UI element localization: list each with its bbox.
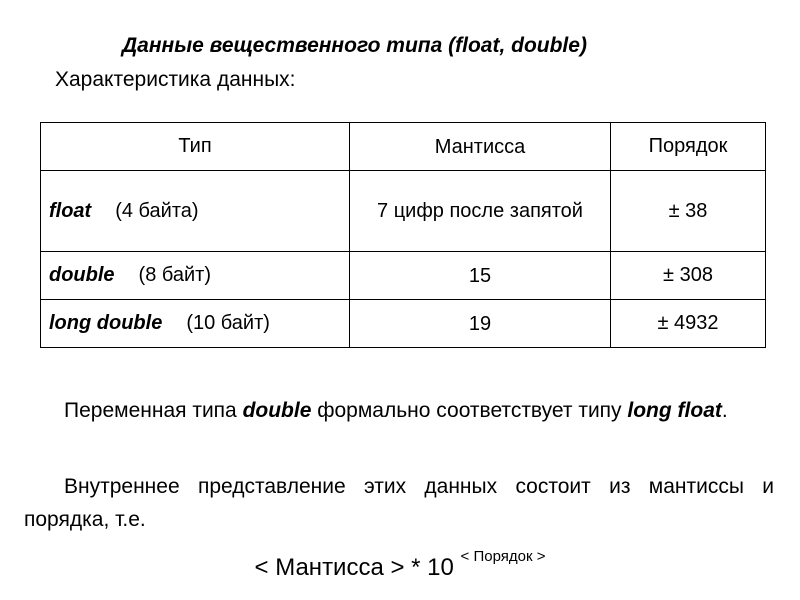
header-order: Порядок xyxy=(611,123,766,171)
type-cell xyxy=(41,252,350,300)
formula-main: < Мантисса > * 10 xyxy=(254,554,461,581)
paragraph-double-equivalence xyxy=(24,394,774,427)
table-header-row xyxy=(41,123,766,171)
type-size: (10 байт) xyxy=(186,312,270,334)
formula-exponent: < Порядок > xyxy=(460,548,546,565)
p2-text: Внутреннее представление этих данных состоит из мантиссы и порядка, т.е. xyxy=(24,475,774,531)
p1-text-a: Переменная типа xyxy=(64,399,243,422)
type-size: (8 байт) xyxy=(138,264,211,286)
p1-text-c: . xyxy=(721,399,728,422)
type-cell xyxy=(41,171,350,252)
table-row xyxy=(41,300,766,348)
header-mantissa: Мантисса xyxy=(350,123,611,171)
header-type: Тип xyxy=(41,123,350,171)
formula xyxy=(0,548,800,582)
slide-subtitle: Характеристика данных: xyxy=(55,68,296,91)
type-cell xyxy=(41,300,350,348)
p1-text-b: формально соответствует типу xyxy=(311,399,628,422)
type-keyword: double xyxy=(49,264,115,286)
table-row xyxy=(41,252,766,300)
p1-keyword-long-float: long float xyxy=(627,399,722,422)
slide-title: Данные вещественного типа (float, double) xyxy=(122,34,587,57)
type-keyword: long double xyxy=(49,312,163,334)
mantissa-cell: 19 xyxy=(350,300,611,348)
mantissa-cell: 15 xyxy=(350,252,611,300)
type-size: (4 байта) xyxy=(115,199,199,222)
mantissa-cell: 7 цифр после запятой xyxy=(350,171,611,252)
paragraph-internal-representation xyxy=(24,470,774,536)
order-cell: ± 308 xyxy=(611,252,766,300)
p1-keyword-double: double xyxy=(242,399,312,422)
data-types-table xyxy=(40,122,766,348)
order-cell: ± 38 xyxy=(611,171,766,252)
type-keyword: float xyxy=(49,199,92,222)
table-row xyxy=(41,171,766,252)
order-cell: ± 4932 xyxy=(611,300,766,348)
